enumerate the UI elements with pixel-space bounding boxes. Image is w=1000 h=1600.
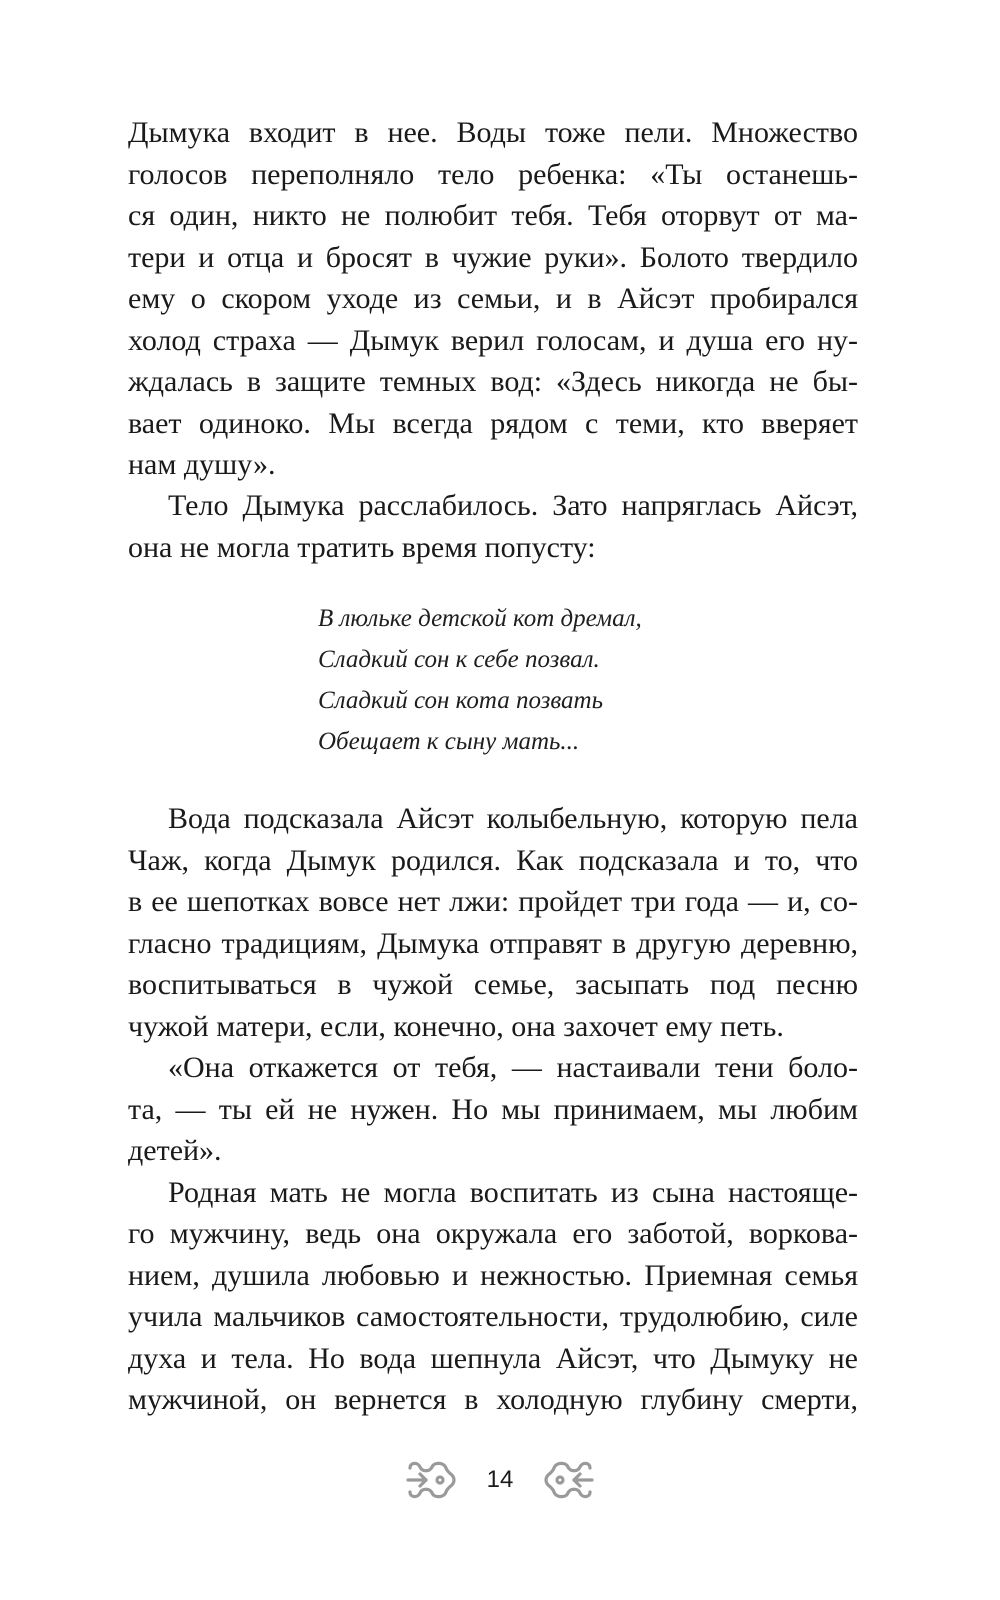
text-line: в ее шепотках вовсе нет лжи: пройдет три года — и, со- xyxy=(128,885,858,918)
text-line: Дымука входит в нее. Воды тоже пели. Множество xyxy=(128,116,858,149)
text-line: голосов переполняло тело ребенка: «Ты останешь- xyxy=(128,157,858,191)
page-number: 14 xyxy=(486,1466,514,1493)
text-line: гласно традициям, Дымука отправят в другую деревню, xyxy=(128,926,858,960)
poem-line: В люльке детской кот дремал, xyxy=(318,605,642,632)
text-block-top xyxy=(128,112,858,486)
text-line: чужой матери, если, конечно, она захочет ему петь. xyxy=(128,1009,784,1043)
paragraph-2 xyxy=(128,485,858,568)
text-line: духа и тела. Но вода шепнула Айсэт, что Дымуку не xyxy=(128,1341,858,1375)
text-line: нам душу». xyxy=(128,448,276,481)
text-line: ему о скором уходе из семьи, и в Айсэт пробирался xyxy=(128,282,858,315)
text-line: Чаж, когда Дымук родился. Как подсказала и то, что xyxy=(128,843,858,877)
text-line: она не могла тратить время попусту: xyxy=(128,530,596,564)
text-line: го мужчину, ведь она окружала его заботой, воркова- xyxy=(128,1217,858,1250)
text-line: «Она откажется от тебя, — настаивали тени боло- xyxy=(168,1051,858,1084)
text-line: воспитываться в чужой семье, засыпать под песню xyxy=(128,968,858,1001)
paragraph-5 xyxy=(128,1172,858,1421)
page-footer xyxy=(0,1455,1000,1505)
text-line: ся один, никто не полюбит тебя. Тебя оторвут от ма- xyxy=(128,199,858,232)
text-line: ждалась в защите темных вод: «Здесь никогда не бы- xyxy=(128,365,858,398)
paragraph-4 xyxy=(128,1047,858,1172)
text-line: детей». xyxy=(128,1134,222,1167)
text-line: нием, душила любовью и нежностью. Приемная семья xyxy=(128,1258,858,1292)
text-line: Родная мать не могла воспитать из сына настояще- xyxy=(168,1175,858,1209)
text-line: учила мальчиков самостоятельности, трудолюбию, силе xyxy=(128,1300,858,1333)
text-line: та, — ты ей не нужен. Но мы принимаем, мы любим xyxy=(128,1092,858,1126)
text-block-bottom xyxy=(128,798,858,1421)
text-line: вает одиноко. Мы всегда рядом с теми, кто вверяет xyxy=(128,406,858,440)
text-line: Вода подсказала Айсэт колыбельную, которую пела xyxy=(168,802,858,835)
text-line: Тело Дымука расслабилось. Зато напряглась Айсэт, xyxy=(168,489,858,522)
lullaby-poem xyxy=(318,598,642,762)
poem-line: Сладкий сон к себе позвал. xyxy=(318,646,600,673)
text-line: холод страха — Дымук верил голосам, и душа его ну- xyxy=(128,323,858,357)
text-line: мужчиной, он вернется в холодную глубину смерти, xyxy=(128,1383,858,1416)
ornament-icon xyxy=(540,1458,596,1502)
text-block-intro-to-poem xyxy=(128,485,858,568)
poem-line: Сладкий сон кота позвать xyxy=(318,687,603,714)
text-line: тери и отца и бросят в чужие руки». Болото твердило xyxy=(128,240,858,274)
paragraph-1 xyxy=(128,112,858,486)
paragraph-3 xyxy=(128,798,858,1047)
poem-line: Обещает к сыну мать... xyxy=(318,728,580,755)
ornament-icon xyxy=(404,1458,460,1502)
